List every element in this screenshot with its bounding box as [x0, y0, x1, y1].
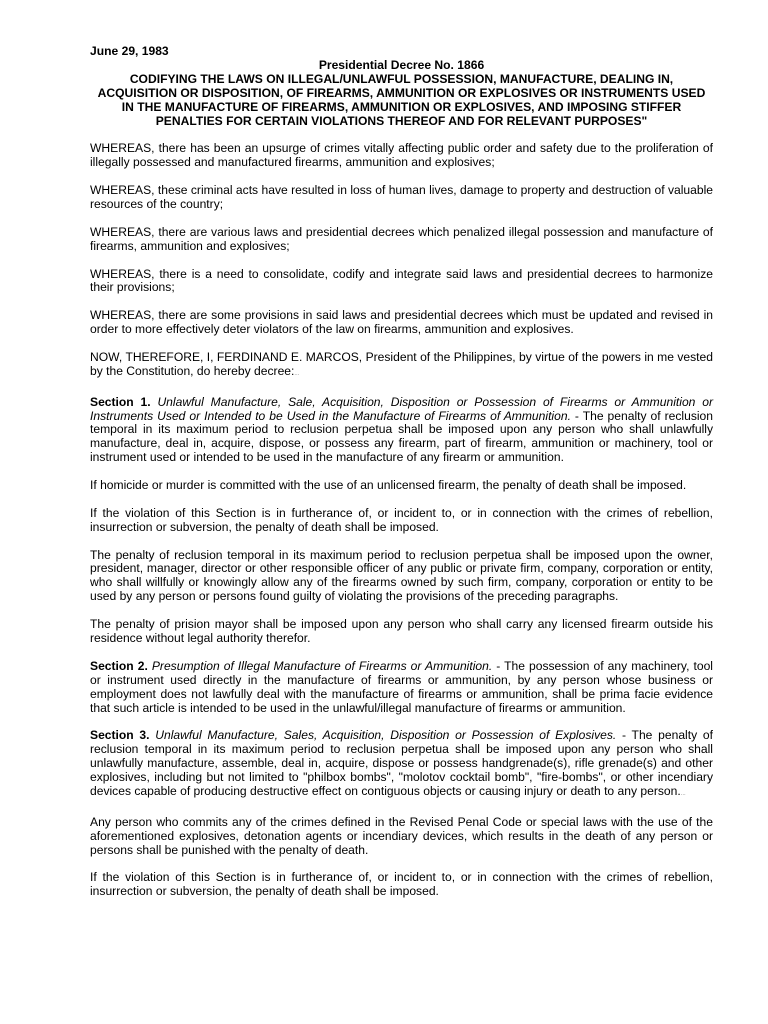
section-1-body: - The penalty of reclusion temporal in its maximum period to reclusion perpetua shall be imposed upon any person who shall unlawfully manufacture, deal in, acquire, dispose, or possess any firearm, part of firearm, ammunition or machinery, tool or instrument used or intended to be used in the manufacture of any firearm or ammunition.	[90, 408, 714, 465]
section-2-heading: Presumption of Illegal Manufacture of Firearms or Ammunition.	[151, 658, 493, 673]
decree-date: June 29, 1983	[90, 44, 169, 58]
section-2-label: Section 2.	[90, 658, 148, 673]
note-marker[interactable]: ...	[680, 790, 686, 797]
decree-number: Presidential Decree No. 1866	[318, 57, 485, 72]
section-1-paragraph: If the violation of this Section is in furtherance of, or incident to, or in connection with the crimes of rebellion, insurrection or subversion, the penalty of death shall be imposed.	[90, 505, 713, 534]
section-1-label: Section 1.	[90, 394, 151, 409]
enacting-clause	[90, 351, 713, 382]
section-3-body: - The penalty of reclusion temporal in its maximum period to reclusion perpetua shall be imposed upon any person who shall unlawfully manufacture, assemble, deal in, acquire, dispose or possess handgrenade(s), rifle grenade(s) and other explosives, including but not limited to "philbox bombs", "molotov cocktail bomb", "fire-bombs", or other incendiary devices capable of producing destructive effect on contiguous objects or causing injury or death to any person.	[90, 728, 713, 798]
section-3-heading: Unlawful Manufacture, Sales, Acquisition, Disposition or Possession of Explosives.	[155, 728, 617, 743]
enacting-text: NOW, THEREFORE, I, FERDINAND E. MARCOS, President of the Philippines, by virtue of the powers in me vested by the Constitution, do hereby decree:	[90, 349, 713, 378]
whereas-clause: WHEREAS, there are some provisions in said laws and presidential decrees which must be updated and revised in order to more effectively deter violators of the law on firearms, ammunition and explosives.	[90, 308, 713, 337]
section-3-label: Section 3.	[90, 728, 150, 743]
whereas-clause: WHEREAS, there are various laws and presidential decrees which penalized illegal possession and manufacture of firearms, ammunition and explosives;	[90, 224, 713, 253]
section-1-paragraph: If homicide or murder is committed with the use of an unlicensed firearm, the penalty of death shall be imposed.	[90, 478, 687, 493]
decree-title: CODIFYING THE LAWS ON ILLEGAL/UNLAWFUL POSSESSION, MANUFACTURE, DEALING IN, ACQUISITION OR DISPOSITION, OF FIREARMS, AMMUNITION OR EXPLOSIVES OR INSTRUMENTS USED IN THE MANUFACTURE OF FIREARMS, AMMUNITION OR EXPLOSIVES, AND IMPOSING STIFFER PENALTIES FOR CERTAIN VIOLATIONS THEREOF AND FOR RELEVANT PURPOSES"	[97, 71, 706, 128]
note-marker[interactable]: ...	[294, 370, 300, 377]
section-2-body: - The possession of any machinery, tool or instrument used directly in the manufacture of firearms or ammunition, by any person whose business or employment does not lawfully deal with the manufacture of firearms or ammunition, shall be prima facie evidence that such article is intended to be used in the unlawful/illegal manufacture of firearms or ammunition.	[90, 658, 713, 715]
section-3-paragraph: Any person who commits any of the crimes defined in the Revised Penal Code or special laws with the use of the aforementioned explosives, detonation agents or incendiary devices, which results in the death of any person or persons shall be punished with the penalty of death.	[90, 814, 713, 857]
whereas-clause: WHEREAS, there is a need to consolidate, codify and integrate said laws and presidential decrees to harmonize their provisions;	[90, 266, 713, 295]
whereas-clause: WHEREAS, there has been an upsurge of crimes vitally affecting public order and safety due to the proliferation of illegally possessed and manufactured firearms, ammunition and explosives;	[90, 141, 713, 170]
whereas-clause: WHEREAS, these criminal acts have resulted in loss of human lives, damage to property and destruction of valuable resources of the country;	[90, 183, 713, 212]
section-1-paragraph: The penalty of reclusion temporal in its maximum period to reclusion perpetua shall be imposed upon the owner, president, manager, director or other responsible officer of any public or private firm, company, corporation or entity, who shall willfully or knowingly allow any of the firearms owned by such firm, company, corporation or entity to be used by any person or persons found guilty of violating the provisions of the preceding paragraphs.	[90, 547, 713, 604]
document-page	[90, 45, 713, 913]
section-1-paragraph: The penalty of prision mayor shall be imposed upon any person who shall carry any licensed firearm outside his residence without legal authority therefor.	[90, 617, 713, 645]
section-2	[90, 660, 713, 716]
section-3	[90, 729, 713, 802]
section-3-paragraph: If the violation of this Section is in furtherance of, or incident to, or in connection with the crimes of rebellion, insurrection or subversion, the penalty of death shall be imposed.	[90, 870, 713, 899]
section-1	[90, 396, 713, 466]
section-1-heading: Unlawful Manufacture, Sale, Acquisition, Disposition or Possession of Firearms or Ammunition or Instruments Used or Intended to be Used in the Manufacture of Firearms of Ammunition.	[90, 394, 713, 423]
